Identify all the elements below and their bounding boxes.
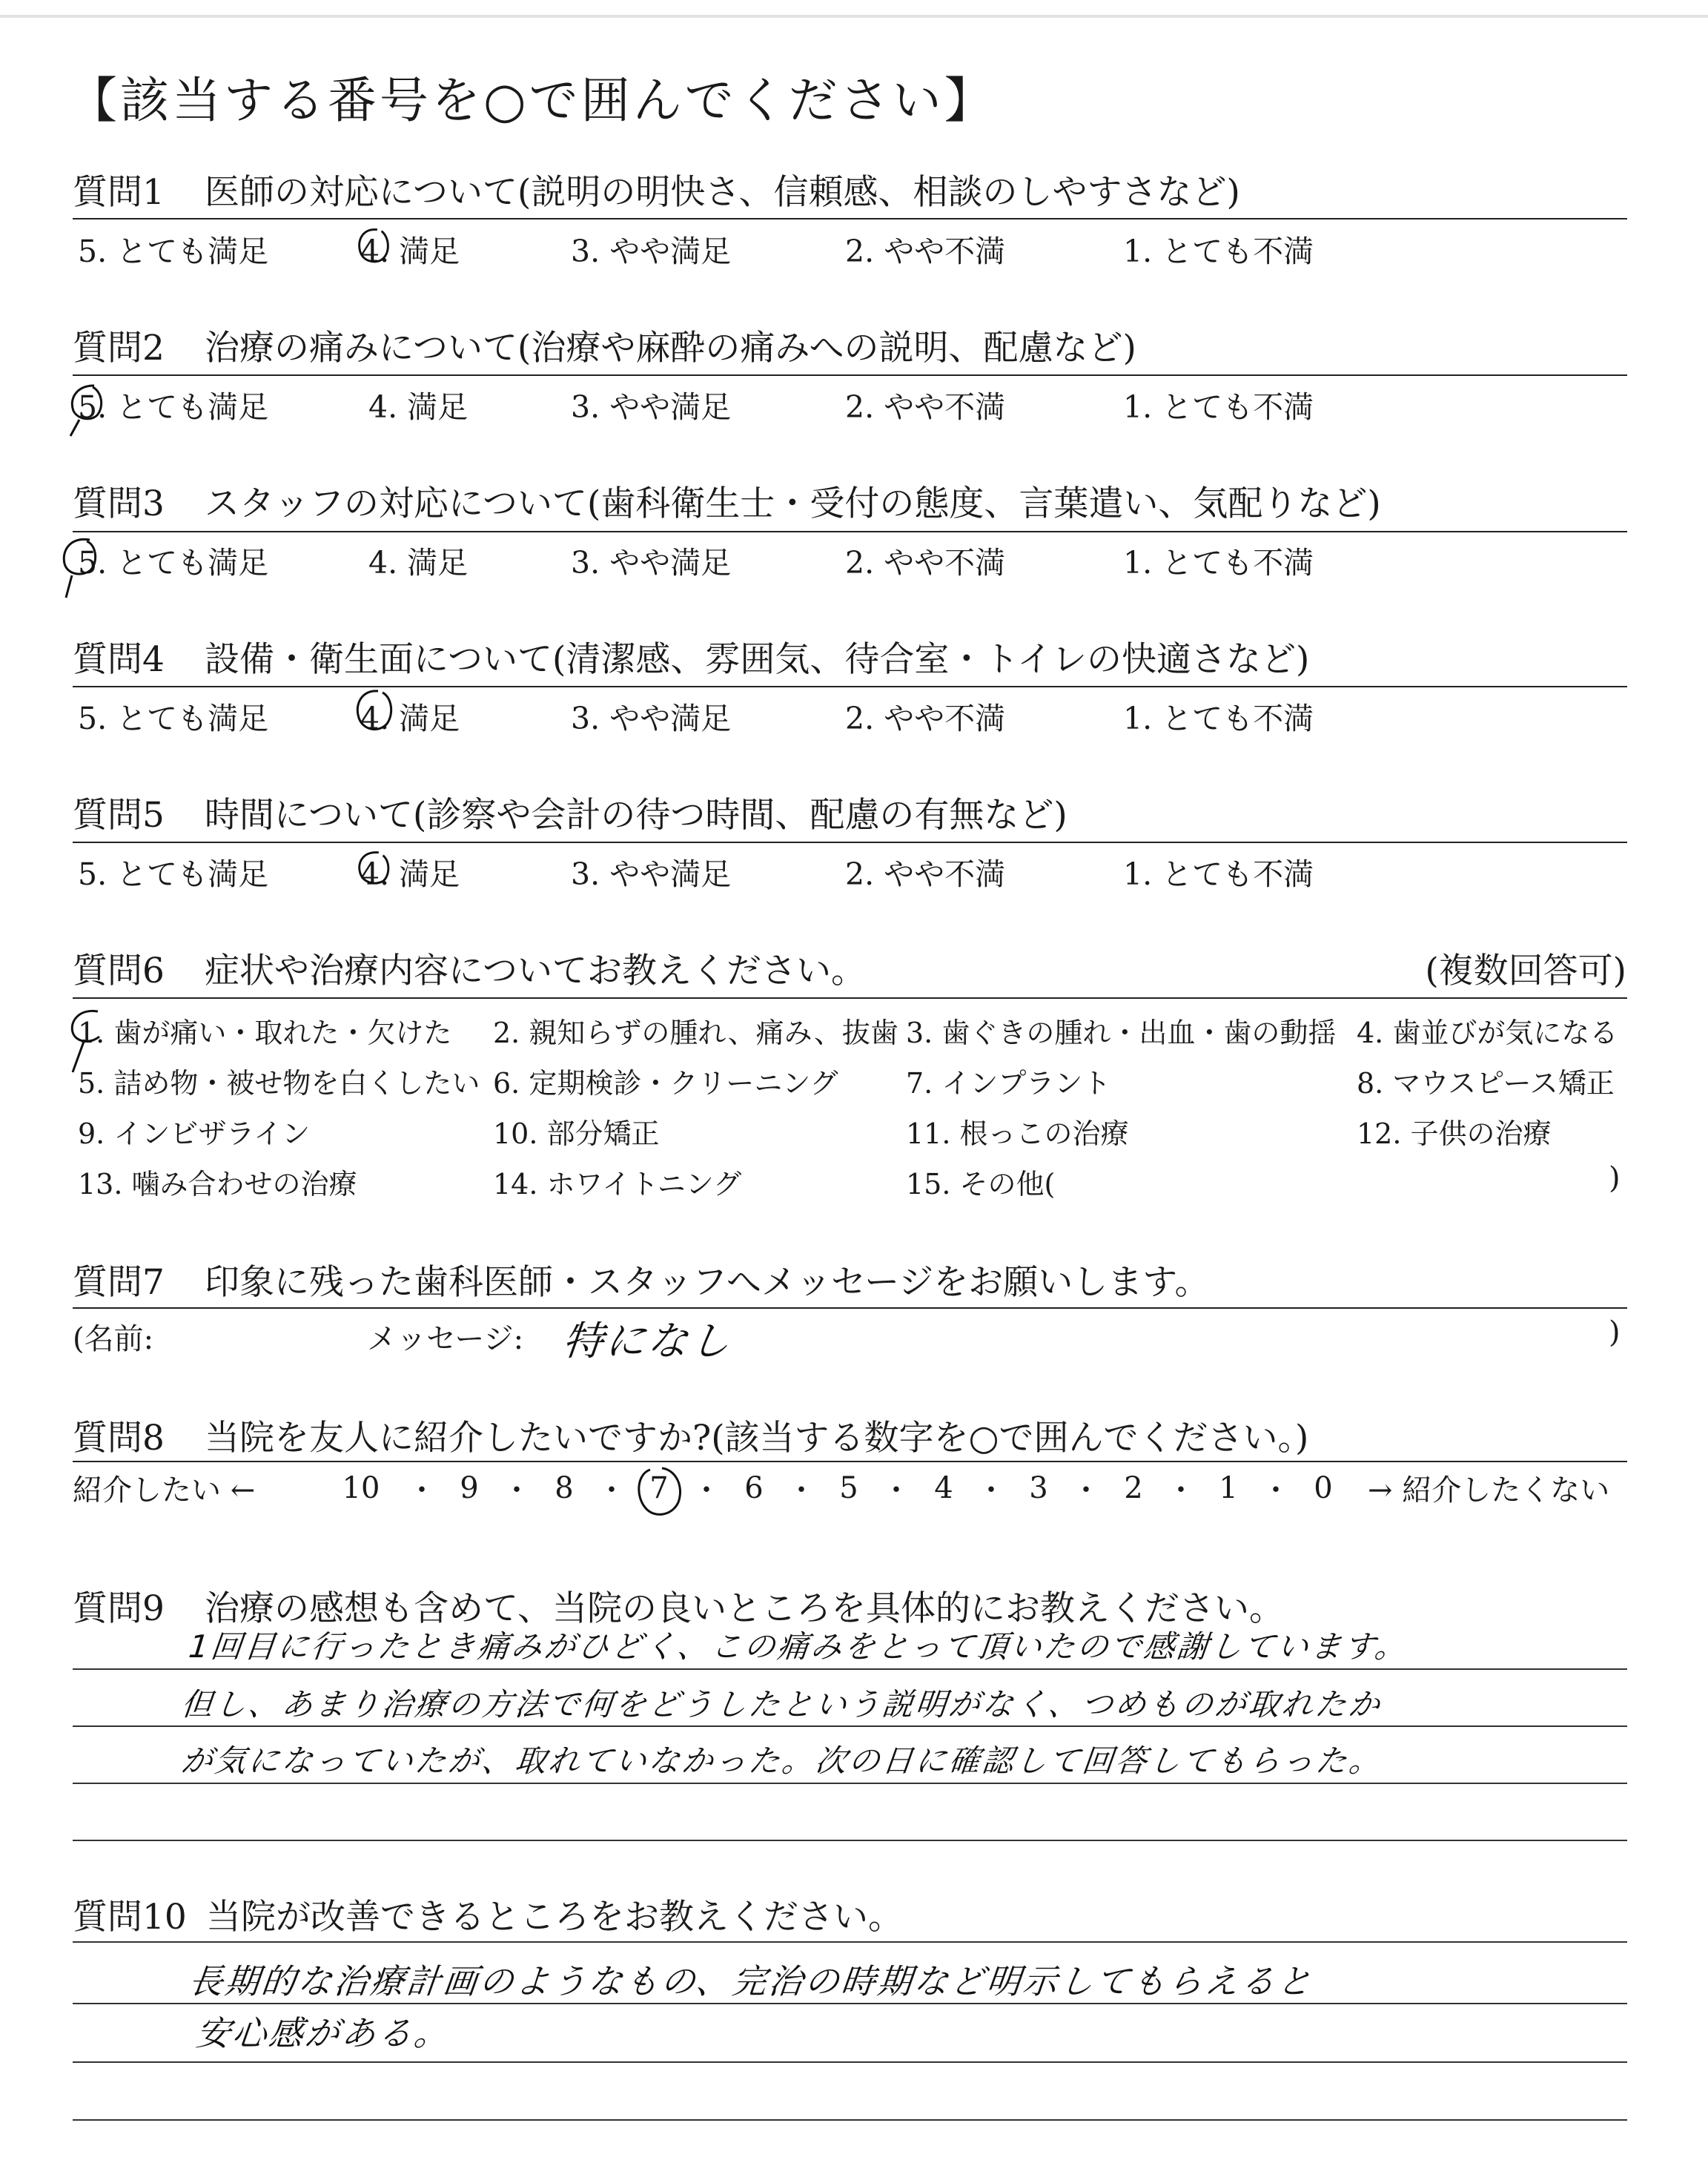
question-text: 設備・衛生面について(清潔感、雰囲気、待合室・トイレの快適さなど) [205, 639, 1310, 680]
q1-option-4-label: 4. 満足 [360, 234, 460, 269]
q6-option-3[interactable]: 3. 歯ぐきの腫れ・出血・歯の動揺 [906, 1017, 1337, 1049]
pen-circle-mark [632, 1464, 686, 1523]
scale-separator: ・ [692, 1473, 721, 1507]
question-number: 質問4 [73, 639, 165, 680]
q2-option-2[interactable]: 2. やや不満 [845, 389, 1006, 425]
q5-option-3[interactable]: 3. やや満足 [571, 856, 732, 892]
scale-10[interactable]: 10 [342, 1470, 380, 1505]
q5-option-1[interactable]: 1. とても不満 [1123, 856, 1314, 892]
question-4-title [73, 632, 1309, 681]
scale-1[interactable]: 1 [1219, 1470, 1238, 1505]
q6-option-9[interactable]: 9. インビザライン [78, 1117, 311, 1150]
question-1-title [73, 165, 1240, 214]
q9-writing-line [73, 1668, 1627, 1670]
q6-option-2[interactable]: 2. 親知らずの腫れ、痛み、抜歯 [493, 1017, 898, 1049]
question-text: 医師の対応について(説明の明快さ、信頼感、相談のしやすさなど) [205, 172, 1240, 213]
question-4-rule [73, 686, 1627, 687]
q10-writing-line [73, 2003, 1627, 2004]
question-10-title [73, 1889, 903, 1939]
q6-option-7[interactable]: 7. インプラント [906, 1067, 1111, 1100]
question-5-title [73, 787, 1068, 837]
scale-2[interactable]: 2 [1124, 1470, 1143, 1505]
question-6-rule [73, 997, 1627, 999]
question-number: 質問5 [73, 795, 165, 836]
q9-answer-line-1[interactable]: 1回目に行ったとき痛みがひどく、この痛みをとって頂いたので感謝しています。 [187, 1628, 1410, 1665]
q5-option-2[interactable]: 2. やや不満 [845, 856, 1006, 892]
question-2-rule [73, 374, 1627, 376]
q3-option-5-label: 5. とても満足 [78, 545, 269, 581]
question-number: 質問7 [73, 1262, 165, 1303]
q6-option-1[interactable] [78, 1010, 451, 1051]
question-text: 印象に残った歯科医師・スタッフへメッセージをお願いします。 [205, 1262, 1210, 1303]
q10-answer-line-2[interactable]: 安心感がある。 [193, 2013, 453, 2053]
question-number: 質問10 [73, 1897, 187, 1938]
q3-option-5[interactable] [78, 538, 268, 582]
question-7-rule [73, 1307, 1627, 1309]
scale-separator: ・ [1166, 1473, 1196, 1507]
question-number: 質問2 [73, 328, 165, 369]
q6-option-4[interactable]: 4. 歯並びが気になる [1357, 1017, 1618, 1049]
scan-top-edge [0, 15, 1708, 18]
scale-separator: ・ [881, 1473, 911, 1507]
question-number: 質問8 [73, 1418, 165, 1459]
q1-option-1[interactable]: 1. とても不満 [1123, 234, 1314, 269]
q4-option-4[interactable] [360, 694, 460, 738]
scale-separator: ・ [1071, 1473, 1101, 1507]
q6-option-14[interactable]: 14. ホワイトニング [493, 1168, 742, 1200]
q1-option-2[interactable]: 2. やや不満 [845, 234, 1006, 269]
question-text: 症状や治療内容についてお教えください。 [205, 951, 867, 991]
q6-option-8[interactable]: 8. マウスピース矯正 [1357, 1067, 1615, 1100]
scale-separator: ・ [597, 1473, 626, 1507]
q2-option-4[interactable]: 4. 満足 [368, 389, 469, 425]
scale-7-label: 7 [649, 1470, 669, 1505]
q2-option-1[interactable]: 1. とても不満 [1123, 389, 1314, 425]
q6-option-12[interactable]: 12. 子供の治療 [1357, 1117, 1552, 1150]
scale-separator: ・ [407, 1473, 437, 1507]
q9-writing-line [73, 1840, 1627, 1841]
q6-option-13[interactable]: 13. 噛み合わせの治療 [78, 1168, 357, 1200]
q9-writing-line [73, 1783, 1627, 1784]
question-8-title [73, 1410, 1308, 1460]
q4-option-2[interactable]: 2. やや不満 [845, 701, 1006, 736]
scale-9[interactable]: 9 [460, 1470, 479, 1505]
q3-option-3[interactable]: 3. やや満足 [571, 545, 732, 581]
scale-6[interactable]: 6 [744, 1470, 764, 1505]
scale-right-label: → 紹介したくない [1368, 1473, 1610, 1507]
q1-option-3[interactable]: 3. やや満足 [571, 234, 732, 269]
question-8-rule [73, 1461, 1627, 1462]
question-7-title [73, 1255, 1209, 1304]
question-1-rule [73, 218, 1627, 219]
q7-close-paren: ) [1609, 1315, 1621, 1350]
q4-option-3[interactable]: 3. やや満足 [571, 701, 732, 736]
scale-separator: ・ [1261, 1473, 1291, 1507]
message-label: メッセージ: [367, 1322, 524, 1356]
question-text: 当院を友人に紹介したいですか?(該当する数字を○で囲んでください。) [205, 1418, 1309, 1459]
recommend-scale [73, 1467, 1609, 1509]
q10-writing-line [73, 2119, 1627, 2121]
instruction-heading: 【該当する番号を○で囲んでください】 [68, 72, 996, 129]
q4-option-4-label: 4. 満足 [360, 701, 460, 736]
question-number: 質問6 [73, 951, 165, 991]
question-text: 治療の感想も含めて、当院の良いところを具体的にお教えください。 [205, 1588, 1285, 1629]
question-text: 当院が改善できるところをお教えください。 [206, 1897, 903, 1938]
q2-option-5[interactable] [78, 383, 268, 426]
q6-option-6[interactable]: 6. 定期検診・クリーニング [493, 1067, 838, 1100]
q6-option-1-label: 1. 歯が痛い・取れた・欠けた [78, 1017, 452, 1049]
scale-5[interactable]: 5 [839, 1470, 858, 1505]
q6-option-15[interactable]: 15. その他( [906, 1168, 1056, 1200]
multiple-answers-note: (複数回答可) [1425, 951, 1626, 991]
q5-option-4-label: 4. 満足 [360, 856, 460, 892]
scale-separator: ・ [787, 1473, 816, 1507]
q3-option-1[interactable]: 1. とても不満 [1123, 545, 1314, 581]
q4-option-1[interactable]: 1. とても不満 [1123, 701, 1314, 736]
question-text: 時間について(診察や会計の待つ時間、配慮の有無など) [205, 795, 1068, 836]
question-6-title [73, 943, 866, 993]
question-text: 治療の痛みについて(治療や麻酔の痛みへの説明、配慮など) [205, 328, 1136, 369]
question-number: 質問1 [73, 172, 165, 213]
q5-option-4[interactable] [360, 850, 460, 894]
q2-option-5-label: 5. とても満足 [78, 389, 269, 425]
question-2-title [73, 320, 1136, 370]
scale-left-label: 紹介したい ← [73, 1473, 256, 1507]
scale-7[interactable] [640, 1471, 678, 1505]
q9-answer-line-2[interactable]: 但し、あまり治療の方法で何をどうしたという説明がなく、つめものが取れたか [179, 1686, 1384, 1723]
question-number: 質問9 [73, 1588, 165, 1629]
q3-option-2[interactable]: 2. やや不満 [845, 545, 1006, 581]
q6-option-10[interactable]: 10. 部分矯正 [493, 1117, 660, 1150]
scale-8[interactable]: 8 [555, 1470, 574, 1505]
scale-separator: ・ [502, 1473, 532, 1507]
q6-option-5[interactable]: 5. 詰め物・被せ物を白くしたい [78, 1067, 480, 1100]
question-text: スタッフの対応について(歯科衛生士・受付の態度、言葉遣い、気配りなど) [205, 483, 1381, 524]
question-number: 質問3 [73, 483, 165, 524]
scale-0[interactable]: 0 [1314, 1470, 1333, 1505]
q3-option-4[interactable]: 4. 満足 [368, 545, 469, 581]
q1-option-5[interactable]: 5. とても満足 [78, 234, 269, 269]
q6-option-11[interactable]: 11. 根っこの治療 [906, 1117, 1129, 1150]
scale-4[interactable]: 4 [934, 1470, 953, 1505]
question-3-rule [73, 531, 1627, 532]
q9-writing-line [73, 1725, 1627, 1727]
question-3-title [73, 476, 1381, 526]
message-handwritten[interactable]: 特になし [560, 1318, 735, 1364]
scale-separator: ・ [976, 1473, 1006, 1507]
question-5-rule [73, 842, 1627, 843]
q2-option-3[interactable]: 3. やや満足 [571, 389, 732, 425]
q10-writing-line [73, 2061, 1627, 2063]
q10-writing-line [73, 1941, 1627, 1943]
q5-option-5[interactable]: 5. とても満足 [78, 856, 269, 892]
q4-option-5[interactable]: 5. とても満足 [78, 701, 269, 736]
q6-other-close-paren: ) [1609, 1161, 1621, 1195]
scale-3[interactable]: 3 [1029, 1470, 1048, 1505]
q9-answer-line-3[interactable]: が気になっていたが、取れていなかった。次の日に確認して回答してもらった。 [179, 1743, 1385, 1779]
q1-option-4[interactable] [360, 227, 460, 271]
name-label: (名前: [73, 1322, 154, 1356]
q10-answer-line-1[interactable]: 長期的な治療計画のようなもの、完治の時期など明示してもらえると [186, 1961, 1316, 2001]
